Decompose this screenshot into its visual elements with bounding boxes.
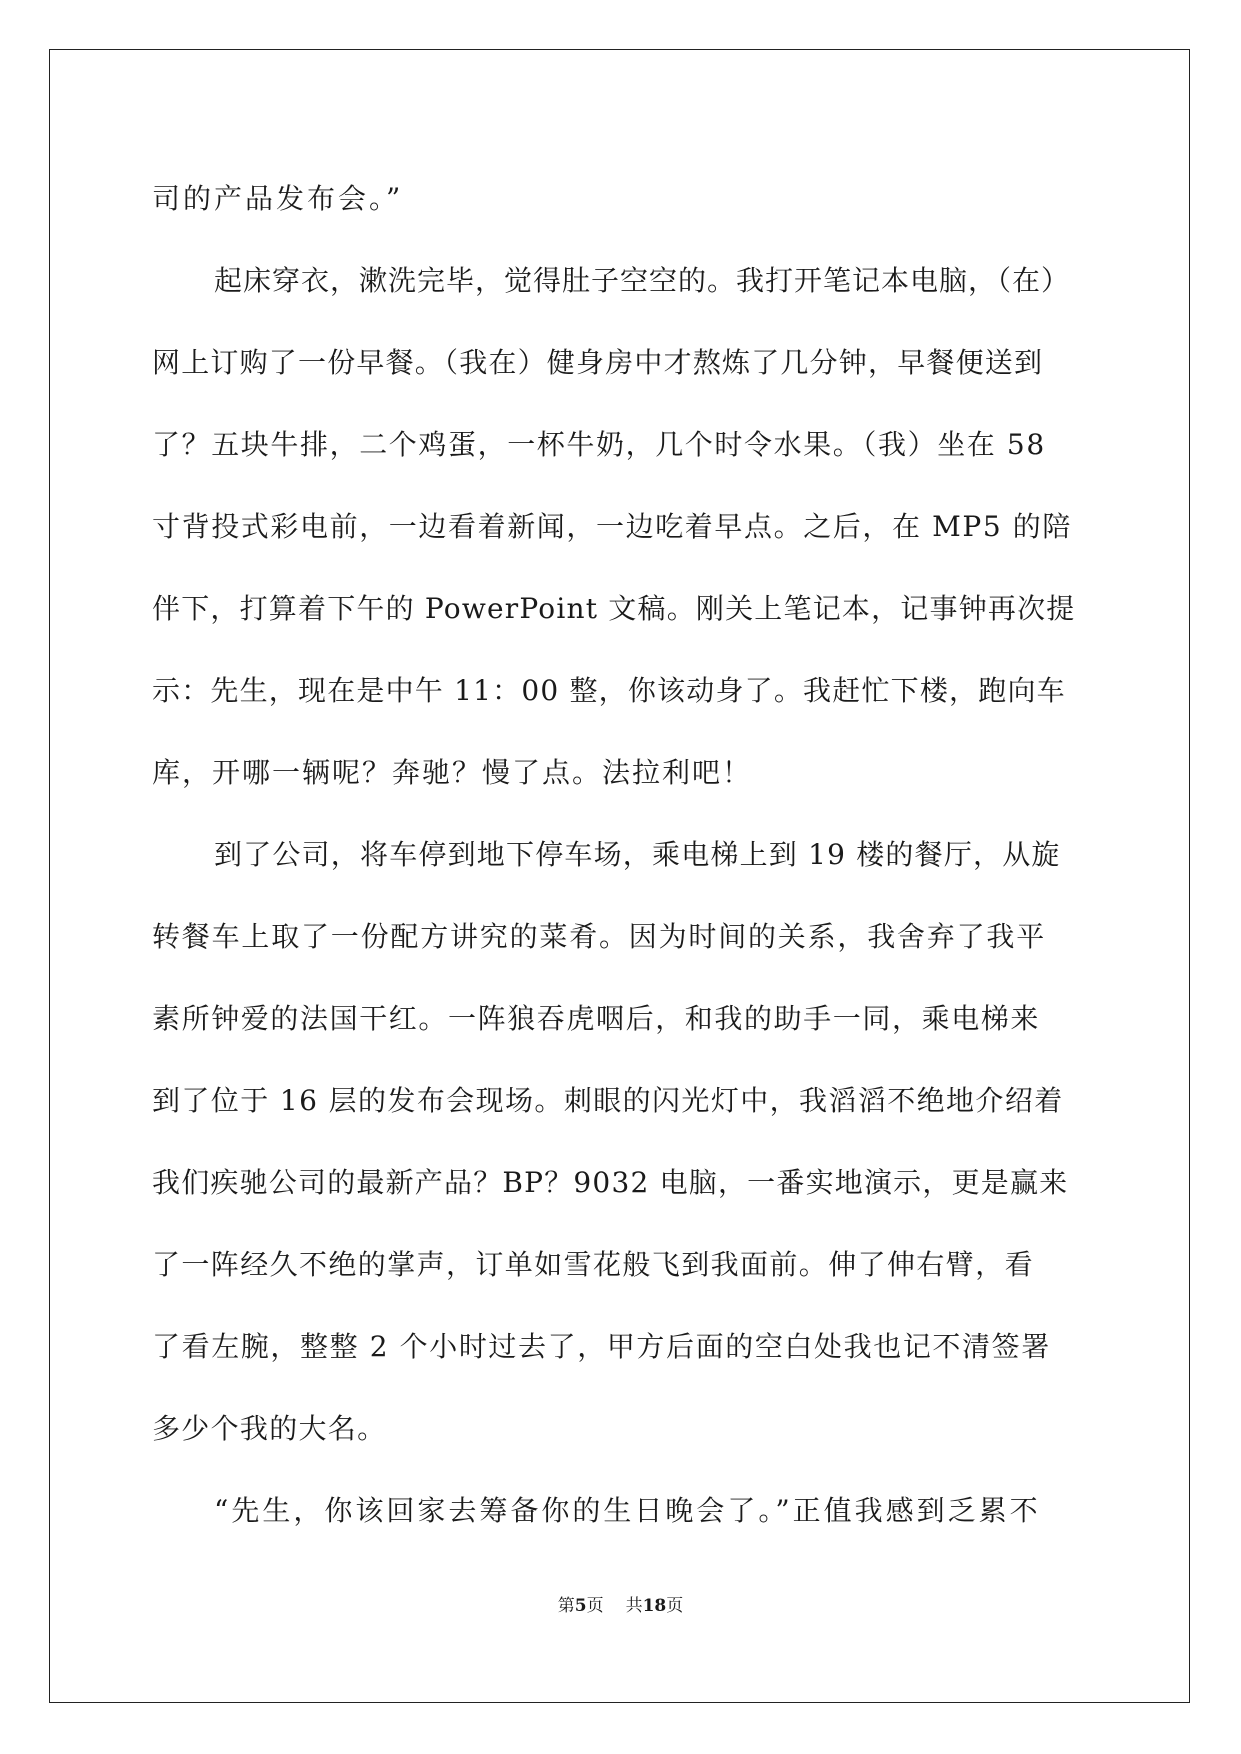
page-label-prefix: 第 <box>557 1596 575 1616</box>
document-body <box>152 158 1082 1552</box>
text-line: 到了位于 16 层的发布会现场。刺眼的闪光灯中，我滔滔不绝地介绍着 <box>152 1084 1064 1117</box>
text-line: 素所钟爱的法国干红。一阵狼吞虎咽后，和我的助手一同，乘电梯来 <box>152 1002 1041 1035</box>
text-line: 了看左腕，整整 2 个小时过去了，甲方后面的空白处我也记不清签署 <box>152 1330 1051 1363</box>
text-line: 转餐车上取了一份配方讲究的菜肴。因为时间的关系，我舍弃了我平 <box>152 920 1047 953</box>
text-line: 库，开哪一辆呢？奔驰？慢了点。法拉利吧！ <box>152 756 753 789</box>
page-total: 18 <box>642 1596 667 1616</box>
text-line: 我们疾驰公司的最新产品？BP？9032 电脑，一番实地演示，更是赢来 <box>152 1166 1069 1199</box>
text-line: 司的产品发布会。” <box>152 182 404 215</box>
paragraph-first-line: 起床穿衣，漱洗完毕，觉得肚子空空的。我打开笔记本电脑，（在） <box>214 264 1071 297</box>
text-line: 伴下，打算着下午的 PowerPoint 文稿。刚关上笔记本，记事钟再次提 <box>152 592 1076 625</box>
text-line: 寸背投式彩电前，一边看着新闻，一边吃着早点。之后，在 MP5 的陪 <box>152 510 1072 543</box>
text-line: 了？五块牛排，二个鸡蛋，一杯牛奶，几个时令水果。（我）坐在 58 <box>152 428 1046 461</box>
page-footer <box>0 1594 1241 1618</box>
text-line: 多少个我的大名。 <box>152 1412 387 1445</box>
text-line: 网上订购了一份早餐。（我在）健身房中才熬炼了几分钟，早餐便送到 <box>152 346 1044 379</box>
page-label-suffix: 页 <box>586 1596 604 1616</box>
paragraph-first-line: “先生，你该回家去筹备你的生日晚会了。”正值我感到乏累不 <box>214 1494 1041 1527</box>
text-line: 了一阵经久不绝的掌声，订单如雪花般飞到我面前。伸了伸右臂，看 <box>152 1248 1035 1281</box>
paragraph-first-line: 到了公司，将车停到地下停车场，乘电梯上到 19 楼的餐厅，从旋 <box>214 838 1061 871</box>
total-label-suffix: 页 <box>666 1596 684 1616</box>
page-number: 5 <box>574 1596 587 1616</box>
text-line: 示：先生，现在是中午 11：00 整，你该动身了。我赶忙下楼，跑向车 <box>152 674 1066 707</box>
total-label-prefix: 共 <box>625 1596 643 1616</box>
